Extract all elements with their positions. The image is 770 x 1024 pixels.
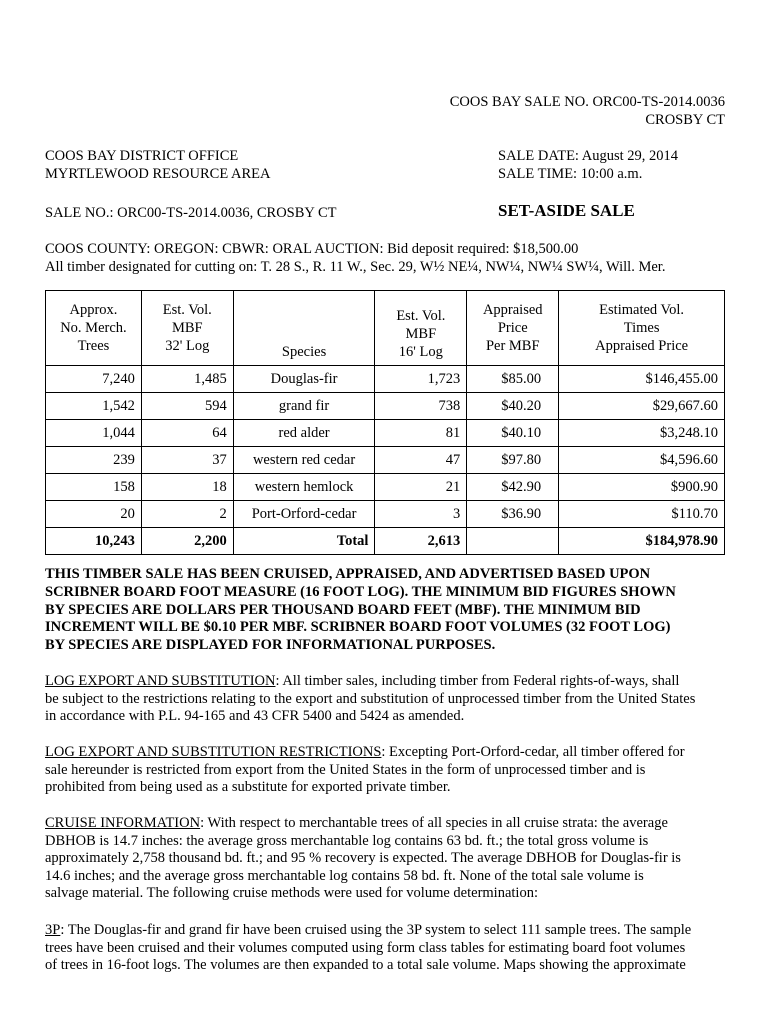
log-export-section: LOG EXPORT AND SUBSTITUTION: All timber sales, including timber from Federal rights-of-ways, shall be subject to the restrictions relating to the export and substitution of unprocessed timber from the United States in accordance with P.L. 94-165 and 43 CFR 5400 and 5424 as amended. — [45, 673, 696, 724]
log-export-restrictions-section: LOG EXPORT AND SUBSTITUTION RESTRICTIONS: Excepting Port-Orford-cedar, all timber offered for sale hereunder is restricted from export from the United States in the form of unprocessed timber and is prohibited from being used as a substitute for exported private timber. — [45, 744, 685, 795]
district-office: COOS BAY DISTRICT OFFICE — [45, 148, 239, 164]
header-trees: Approx. No. Merch. Trees — [46, 291, 142, 366]
header-species: Species — [233, 291, 375, 366]
log-export-title: LOG EXPORT AND SUBSTITUTION — [45, 673, 276, 689]
header-volume-32: Est. Vol. MBF 32' Log — [141, 291, 233, 366]
cruise-information-title: CRUISE INFORMATION — [45, 815, 201, 831]
table-total-row: 10,243 2,200 Total 2,613 $184,978.90 — [46, 528, 725, 555]
header-estimated: Estimated Vol. Times Appraised Price — [559, 291, 725, 366]
sale-time: SALE TIME: 10:00 a.m. — [498, 166, 643, 182]
table-row: 158 18 western hemlock 21 $42.90 $900.90 — [46, 474, 725, 501]
timber-volume-table — [45, 290, 725, 555]
table-row: 239 37 western red cedar 47 $97.80 $4,596.60 — [46, 447, 725, 474]
header-volume-16: Est. Vol. MBF 16' Log — [375, 291, 467, 366]
set-aside-title: SET-ASIDE SALE — [498, 201, 635, 220]
sale-number-heading: COOS BAY SALE NO. ORC00-TS-2014.0036 — [449, 94, 725, 110]
table-row: 1,044 64 red alder 81 $40.10 $3,248.10 — [46, 420, 725, 447]
resource-area: MYRTLEWOOD RESOURCE AREA — [45, 166, 271, 182]
header-price: Appraised Price Per MBF — [467, 291, 559, 366]
sale-date: SALE DATE: August 29, 2014 — [498, 148, 679, 164]
log-export-restrictions-title: LOG EXPORT AND SUBSTITUTION RESTRICTIONS — [45, 744, 382, 760]
cruise-information-section: CRUISE INFORMATION: With respect to merchantable trees of all species in all cruise strata: the average DBHOB is 14.7 inches: the average gross merchantable log contains 63 bd. ft.; the total gross volume is approximately 2,758 thousand bd. ft.; and 95 % recovery is expected. The average DBHOB for Douglas-fir is 14.6 inches; and the average gross merchantable log contains 58 bd. ft. None of the total sale volume is salvage material. The following cruise methods were used for volume determination: — [45, 815, 681, 901]
cruise-notice: THIS TIMBER SALE HAS BEEN CRUISED, APPRAISED, AND ADVERTISED BASED UPON SCRIBNER BOARD FOOT MEASURE (16 FOOT LOG). THE MINIMUM BID FIGURES SHOWN BY SPECIES ARE DOLLARS PER THOUSAND BOARD FEET (MBF). THE MINIMUM BID INCREMENT WILL BE $0.10 PER MBF. SCRIBNER BOARD FOOT VOLUMES (32 FOOT LOG) BY SPECIES ARE DISPLAYED FOR INFORMATIONAL PURPOSES. — [45, 566, 676, 654]
table-row: 7,240 1,485 Douglas-fir 1,723 $85.00 $146,455.00 — [46, 366, 725, 393]
sale-name-heading: CROSBY CT — [645, 112, 725, 128]
threep-section: 3P: The Douglas-fir and grand fir have been cruised using the 3P system to select 111 sample trees. The sample trees have been cruised and their volumes computed using form class tables for estimating board foot volumes of trees in 16-foot logs. The volumes are then expanded to a total sale volume. Maps showing the approximate — [45, 922, 692, 973]
table-row: 20 2 Port-Orford-cedar 3 $36.90 $110.70 — [46, 501, 725, 528]
table-header-row — [46, 291, 725, 366]
sale-number-full: SALE NO.: ORC00-TS-2014.0036, CROSBY CT — [45, 205, 337, 221]
county-auction-line: COOS COUNTY: OREGON: CBWR: ORAL AUCTION: Bid deposit required: $18,500.00 — [45, 241, 579, 257]
designation-line: All timber designated for cutting on: T. 28 S., R. 11 W., Sec. 29, W½ NE¼, NW¼, NW¼ SW¼, Will. Mer. — [45, 259, 666, 275]
threep-title: 3P — [45, 922, 61, 938]
table-row: 1,542 594 grand fir 738 $40.20 $29,667.60 — [46, 393, 725, 420]
